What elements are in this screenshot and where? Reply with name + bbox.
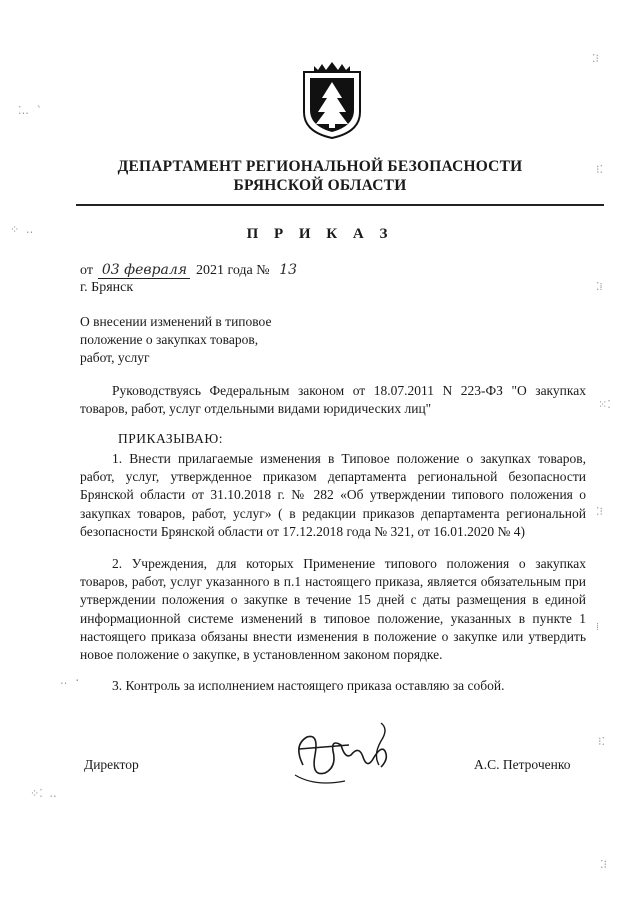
scan-noise: ⁚⁞ [596,280,603,293]
scan-noise: ⁙⁚ [598,398,611,411]
scan-noise: ⁘⁚ ‥ [30,787,57,800]
scan-noise: ⁚⁝ [600,858,607,871]
scan-noise: ⁚‥ ՝ [18,104,43,117]
order-item-3 [80,677,586,695]
department-line-1: ДЕПАРТАМЕНТ РЕГИОНАЛЬНОЙ БЕЗОПАСНОСТИ [117,158,523,175]
coat-of-arms-icon [300,62,364,140]
subject-line-2: положение о закупках товаров, [80,332,259,347]
signer-role: Директор [84,757,139,772]
city: г. Брянск [80,280,134,295]
scan-noise: ⁘ ‥ [10,223,34,236]
handwritten-order-number: 13 [279,262,298,278]
order-item-2-text: 2. Учреждения, для которых Применение типового положения о закупках товаров, работ, услуг указанного в п.1 настоящего приказа, является обязательным при утверждении положения о закупке в течение 15 дней с даты размещения в единой информационной системе изменений в типовое положение, указанных в пункте 1 настоящего приказа обязаны внести изменения в положение о закупке или утвердить новое положение о закупке, в установленном законом порядке. [80,556,586,663]
scan-noise: ⁝⁚ [596,163,603,176]
subject-line-1: О внесении изменений в типовое [80,314,272,329]
department-title [0,157,640,195]
handwritten-date: 03 февраля [98,262,190,279]
preamble-paragraph [80,382,586,418]
orders-heading: ПРИКАЗЫВАЮ: [118,431,223,446]
date-line [80,262,299,279]
order-item-1 [80,450,586,541]
scan-noise: ⁞ [596,620,600,633]
header-divider [76,204,604,206]
preamble-text: Руководствуясь Федеральным законом от 18.07.2011 N 223-ФЗ "О закупках товаров, работ, услуг отдельными видами юридических лиц" [80,383,586,417]
order-item-3-text: 3. Контроль за исполнением настоящего приказа оставляю за собой. [112,678,505,693]
order-subject [80,313,271,367]
date-year: 2021 года № [195,263,270,278]
scan-noise: ‥ · [60,674,81,687]
date-prefix: от [80,263,93,278]
scan-noise: ⁝⁚ [598,735,605,748]
document-type: П Р И К А З [246,226,394,242]
subject-line-3: работ, услуг [80,350,150,365]
order-item-2 [80,555,586,664]
signer-name: А.С. Петроченко [474,757,571,772]
handwritten-signature [285,715,405,795]
department-line-2: БРЯНСКОЙ ОБЛАСТИ [233,177,407,194]
scan-noise: ⁚⁝ [596,505,603,518]
scan-noise: ⁚⁝ [592,52,599,65]
order-item-1-text: 1. Внести прилагаемые изменения в Типовое положение о закупках товаров, работ, услуг, утвержденное приказом департамента региональной безопасности Брянской области от 31.10.2018 г. № 282 «Об утверждении типового положения о закупках товаров, работ, услуг» ( в редакции приказов департамента региональной безопасности Брянской области от 17.12.2018 года № 321, от 16.01.2020 № 4) [80,451,586,539]
